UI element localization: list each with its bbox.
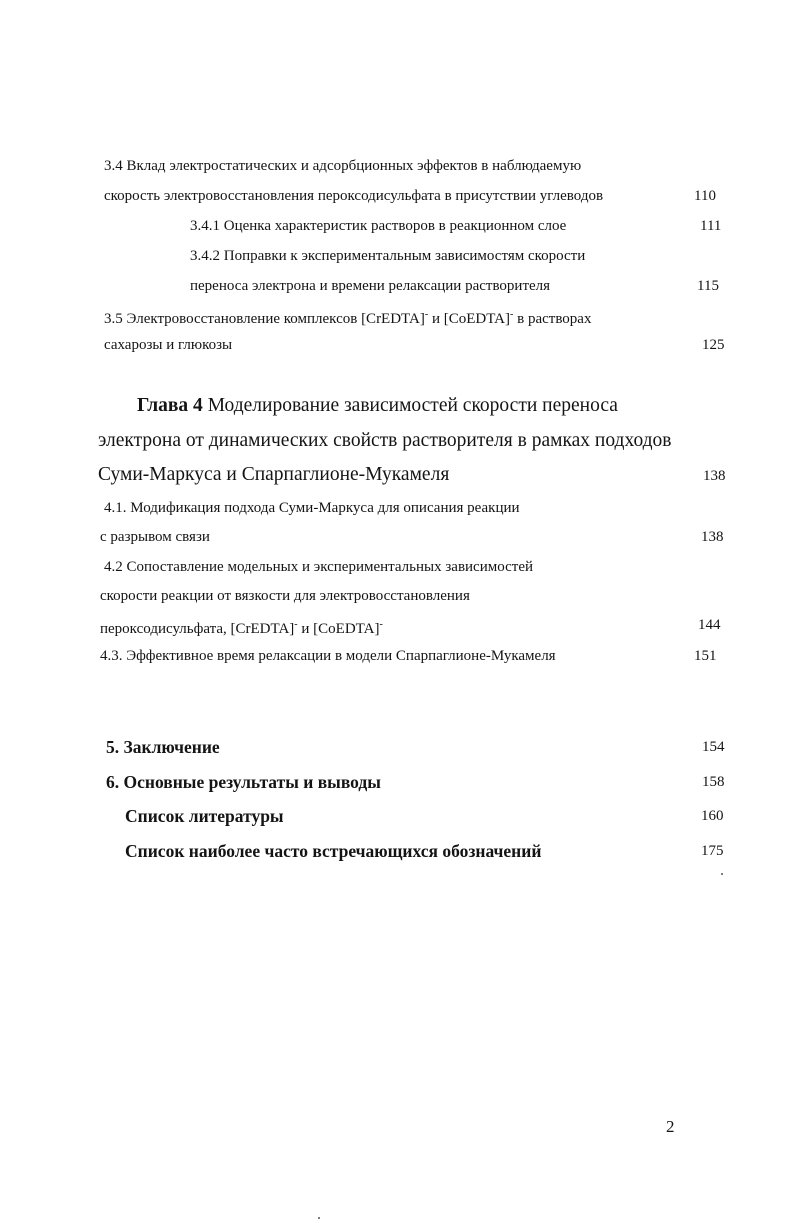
toc-3-4-2-line2: переноса электрона и времени релаксации растворителя [190, 278, 551, 294]
toc-notation-page: 175 [701, 843, 724, 859]
toc-3-5-line1-pre: 3.5 Электровосстановление комплексов [CrEDTA] [104, 311, 425, 327]
toc-3-5-page: 125 [702, 337, 725, 353]
toc-notation: Список наиболее часто встречающихся обозначений [125, 841, 542, 861]
scan-speck [721, 873, 723, 875]
scan-speck [318, 1217, 320, 1219]
toc-3-4-line1: 3.4 Вклад электростатических и адсорбционных эффектов в наблюдаемую [104, 158, 582, 174]
toc-6-page: 158 [702, 774, 725, 790]
toc-6: 6. Основные результаты и выводы [106, 772, 381, 792]
toc-4-1-page: 138 [701, 529, 724, 545]
toc-3-5-line1-post: в растворах [513, 311, 592, 327]
toc-5-page: 154 [702, 739, 725, 755]
toc-3-4-line2: скорость электровосстановления пероксодисульфата в присутствии углеводов [104, 188, 604, 204]
toc-4-2-line3 [100, 615, 383, 639]
toc-4-3-page: 151 [694, 648, 717, 664]
toc-3-5-line2: сахарозы и глюкозы [104, 337, 233, 353]
superscript-minus: - [294, 619, 298, 630]
toc-4-3: 4.3. Эффективное время релаксации в модели Спарпаглионе-Мукамеля [100, 648, 556, 664]
toc-3-4-1-page: 111 [700, 218, 722, 234]
toc-3-5-line1 [104, 305, 591, 329]
toc-3-4-2-line1: 3.4.2 Поправки к экспериментальным зависимостям скорости [190, 248, 586, 264]
chapter-label: Глава 4 [137, 395, 203, 416]
toc-5: 5. Заключение [106, 737, 220, 757]
toc-3-4-2-page: 115 [697, 278, 719, 294]
toc-3-5-line1-mid: и [CoEDTA] [428, 311, 511, 327]
toc-4-2-line3-mid: и [CoEDTA] [297, 621, 380, 637]
toc-4-2-line1: 4.2 Сопоставление модельных и экспериментальных зависимостей [104, 559, 534, 575]
toc-4-2-line3-pre: пероксодисульфата, [CrEDTA] [100, 621, 295, 637]
toc-ch4-line2: электрона от динамических свойств растворителя в рамках подходов [98, 430, 672, 451]
toc-ch4-line1 [137, 393, 618, 419]
toc-ch4-line3: Суми-Маркуса и Спарпаглионе-Мукамеля [98, 464, 450, 485]
toc-4-1-line2: с разрывом связи [100, 529, 210, 545]
toc-references: Список литературы [125, 806, 284, 826]
toc-4-1-line1: 4.1. Модификация подхода Суми-Маркуса для описания реакции [104, 500, 520, 516]
toc-ch4-page: 138 [703, 468, 726, 484]
toc-references-page: 160 [701, 808, 724, 824]
toc-ch4-line1-text: Моделирование зависимостей скорости переноса [202, 395, 618, 416]
superscript-minus: - [379, 619, 383, 630]
superscript-minus: - [424, 309, 429, 320]
toc-3-4-1: 3.4.1 Оценка характеристик растворов в реакционном слое [190, 218, 567, 234]
page-number: 2 [666, 1117, 675, 1136]
toc-3-4-page: 110 [694, 188, 716, 204]
toc-4-2-page: 144 [698, 617, 721, 633]
toc-4-2-line2: скорости реакции от вязкости для электровосстановления [100, 588, 470, 604]
superscript-minus: - [510, 309, 514, 320]
